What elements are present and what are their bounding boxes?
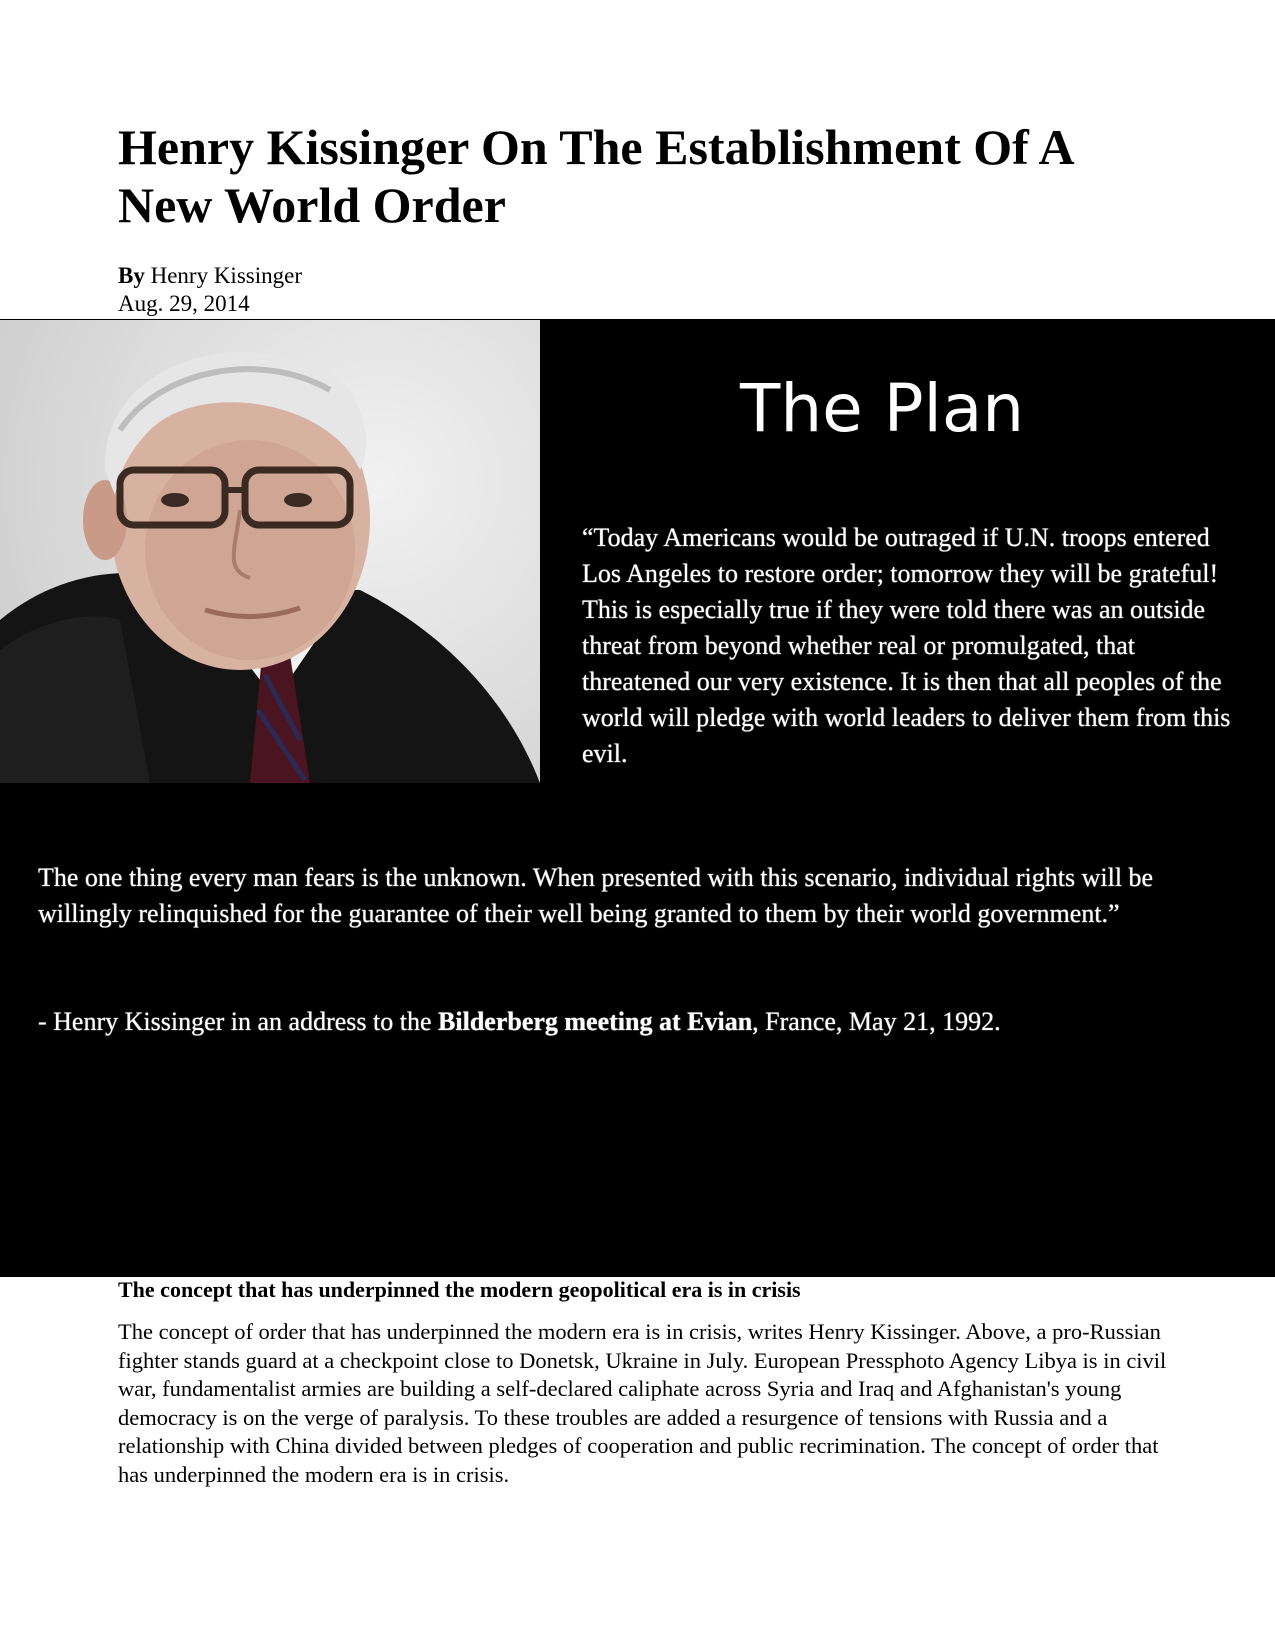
quote-part-1: “Today Americans would be outraged if U.N. troops entered Los Angeles to restore order; tomorrow they will be grateful! This is especially true if they were told there was an outside threat from beyond whether real or promulgated, that threatened our very existence. It is then that all peoples of the world will pledge with world leaders to deliver them from this evil. bbox=[582, 523, 1231, 768]
article-title: Henry Kissinger On The Establishment Of A New World Order bbox=[118, 119, 1072, 233]
portrait-photo bbox=[0, 320, 540, 783]
article-body: The concept of order that has underpinned the modern era is in crisis, writes Henry Kissinger. Above, a pro-Russian fighter stands guard at a checkpoint close to Donetsk, Ukraine in July. European Pressphoto Agency Libya is in civil war, fundamentalist armies are building a self-declared caliphate across Syria and Iraq and Afghanistan's young democracy is on the verge of paralysis. To these troubles are added a resurgence of tensions with Russia and a relationship with China divided between pledges of cooperation and public recrimination. The concept of order that has underpinned the modern era is in crisis. bbox=[118, 1319, 1167, 1487]
quote-image bbox=[0, 319, 1275, 1277]
attribution-suffix: , France, May 21, 1992. bbox=[752, 1007, 1001, 1036]
publish-date: Aug. 29, 2014 bbox=[118, 291, 250, 316]
section-subheading: The concept that has underpinned the modern geopolitical era is in crisis bbox=[118, 1277, 801, 1302]
author-name: Henry Kissinger bbox=[150, 263, 302, 288]
quote-attribution bbox=[38, 1004, 1248, 1040]
portrait-illustration bbox=[0, 320, 540, 783]
attribution-prefix: - Henry Kissinger in an address to the bbox=[38, 1007, 432, 1036]
attribution-bold: Bilderberg meeting at Evian bbox=[438, 1007, 753, 1036]
by-label: By bbox=[118, 263, 145, 288]
byline bbox=[118, 262, 302, 289]
quote-part-2: The one thing every man fears is the unknown. When presented with this scenario, individual rights will be willingly relinquished for the guarantee of their well being granted to them by their world government.” bbox=[38, 863, 1154, 928]
image-heading: The Plan bbox=[740, 370, 1025, 447]
